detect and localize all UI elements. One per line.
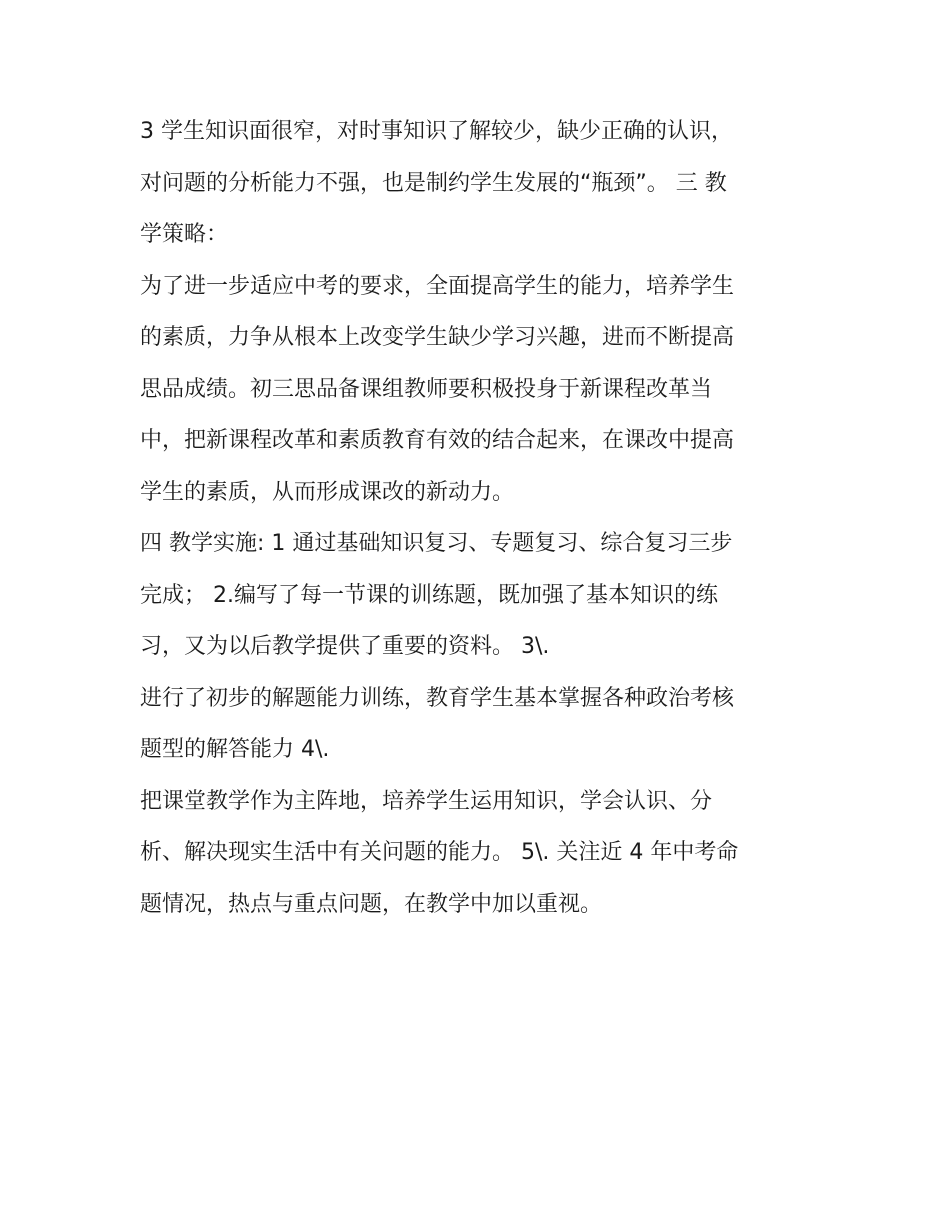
text-line: 的素质，力争从根本上改变学生缺少学习兴趣，进而不断提高 (140, 325, 735, 350)
text-line: 析、解决现实生活中有关问题的能力。 5\. 关注近 4 年中考命 (140, 840, 739, 865)
paragraph-teaching-implementation (140, 518, 830, 673)
text-line: 学生的素质，从而形成课改的新动力。 (140, 479, 515, 505)
text-line: 中，把新课程改革和素质教育有效的结合起来，在课改中提高 (140, 428, 735, 453)
text-line: 学策略： (140, 222, 229, 247)
text-line: 把课堂教学作为主阵地，培养学生运用知识，学会认识、分 (140, 788, 713, 814)
paragraph-classroom-teaching (140, 776, 830, 931)
text-line: 完成； 2.编写了每一节课的训练题，既加强了基本知识的练 (140, 582, 718, 608)
document-body (140, 106, 830, 930)
text-line: 四 教学实施: 1 通过基础知识复习、专题复习、综合复习三步 (140, 531, 733, 556)
text-line: 习，又为以后教学提供了重要的资料。 3\. (140, 634, 550, 659)
text-line: 对问题的分析能力不强，也是制约学生发展的“瓶颈”。 三 教 (140, 170, 727, 196)
text-line: 进行了初步的解题能力训练，教育学生基本掌握各种政治考核 (140, 685, 735, 711)
paragraph-student-knowledge (140, 106, 830, 261)
paragraph-problem-solving-training (140, 673, 830, 776)
paragraph-teaching-strategy (140, 261, 830, 519)
text-line: 为了进一步适应中考的要求，全面提高学生的能力，培养学生 (140, 273, 735, 299)
text-line: 题情况，热点与重点问题，在教学中加以重视。 (140, 891, 603, 917)
text-line: 思品成绩。初三思品备课组教师要积极投身于新课程改革当 (140, 376, 713, 402)
text-line: 题型的解答能力 4\. (140, 737, 330, 762)
text-line: 3 学生知识面很窄，对时事知识了解较少，缺少正确的认识， (140, 119, 733, 144)
